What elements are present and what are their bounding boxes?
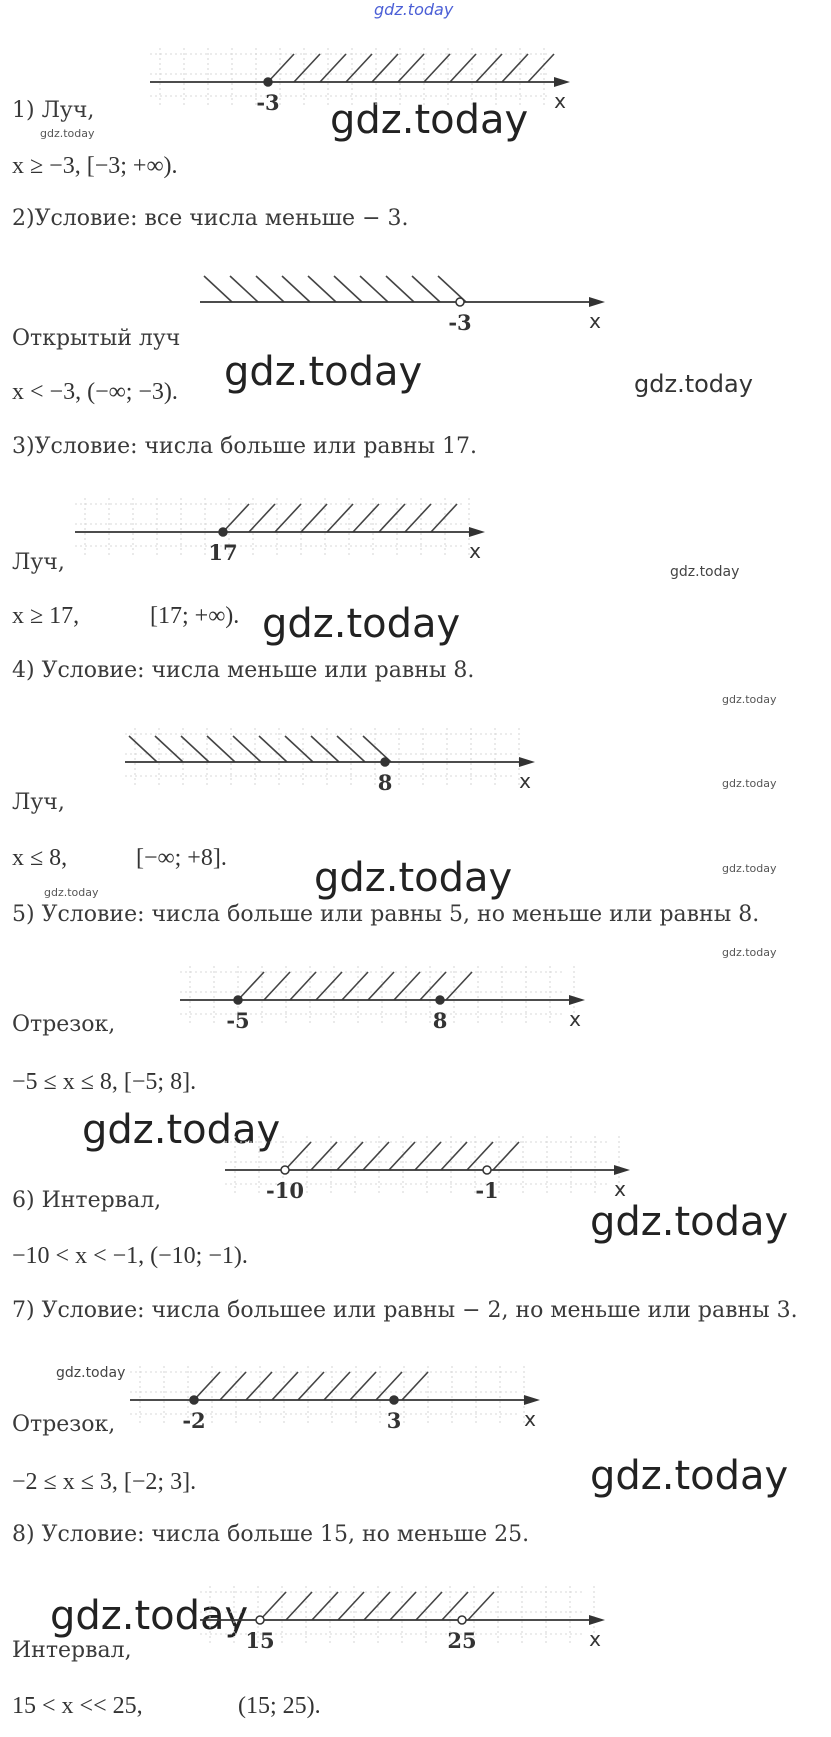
hatch-line	[316, 972, 342, 1000]
hatch-line	[272, 1372, 298, 1400]
hatch-line	[290, 972, 316, 1000]
item-8-heading: 8) Условие: числа больше 15, но меньше 25.	[12, 1522, 530, 1547]
closed-point	[190, 1396, 198, 1404]
axis-arrow	[589, 297, 605, 307]
axis-variable-label: x	[519, 769, 531, 793]
tick-label: -3	[256, 90, 280, 115]
hatch-line	[311, 736, 339, 762]
hatch-line	[468, 1592, 494, 1620]
hatch-line	[246, 1372, 272, 1400]
item-4-interval: [−∞; +8].	[136, 845, 227, 871]
axis-arrow	[524, 1395, 540, 1405]
item-5-label: Отрезок,	[12, 1012, 116, 1037]
hatch-line	[353, 504, 379, 532]
closed-point	[264, 78, 272, 86]
hatch-line	[286, 1592, 312, 1620]
axis-arrow	[614, 1165, 630, 1175]
item-6-heading: 6) Интервал,	[12, 1188, 162, 1213]
watermark-large: gdz.today	[590, 1199, 789, 1245]
watermark-small: gdz.today	[722, 777, 777, 790]
tick-label: -5	[226, 1008, 250, 1033]
hatch-line	[386, 276, 414, 302]
open-point	[458, 1616, 466, 1624]
hatch-line	[334, 276, 362, 302]
open-point	[281, 1166, 289, 1174]
axis-arrow	[519, 757, 535, 767]
hatch-line	[363, 1142, 389, 1170]
open-point	[483, 1166, 491, 1174]
tick-label: -3	[448, 310, 472, 335]
number-line-3	[75, 490, 495, 568]
hatch-line	[502, 54, 528, 82]
item-2-label: Открытый луч	[12, 326, 181, 351]
axis-arrow	[589, 1615, 605, 1625]
tick-label: 3	[386, 1408, 402, 1433]
hatch-line	[346, 54, 372, 82]
item-8-math: 15 < x << 25,	[12, 1693, 143, 1719]
closed-point	[234, 996, 242, 1004]
item-1-math: x ≥ −3, [−3; +∞).	[12, 153, 178, 179]
item-5-math: −5 ≤ x ≤ 8, [−5; 8].	[12, 1069, 197, 1095]
hatch-line	[204, 276, 232, 302]
hatch-line	[431, 504, 457, 532]
item-1-heading: 1) Луч,	[12, 98, 95, 123]
hatch-line	[379, 504, 405, 532]
number-line-2	[200, 260, 610, 338]
hatch-line	[256, 276, 284, 302]
axis-variable-label: x	[589, 1627, 601, 1651]
open-point	[256, 1616, 264, 1624]
number-line-4	[125, 720, 545, 798]
hatch-line	[298, 1372, 324, 1400]
number-line-5	[180, 958, 600, 1036]
watermark-large: gdz.today	[330, 97, 529, 143]
hatch-line	[368, 972, 394, 1000]
hatch-line	[476, 54, 502, 82]
axis-arrow	[554, 77, 570, 87]
item-3-heading: 3)Условие: числа больше или равны 17.	[12, 434, 478, 459]
hatch-line	[275, 504, 301, 532]
watermark-small: gdz.today	[44, 886, 99, 899]
hatch-line	[259, 736, 287, 762]
watermark-small: gdz.today	[40, 127, 95, 140]
tick-label: -2	[182, 1408, 206, 1433]
item-5-heading: 5) Условие: числа больше или равны 5, но меньше или равны 8.	[12, 902, 760, 927]
item-3-math: x ≥ 17,	[12, 603, 80, 629]
hatch-line	[223, 504, 249, 532]
number-line-8	[200, 1582, 620, 1660]
watermark-medium: gdz.today	[634, 370, 753, 398]
hatch-line	[412, 276, 440, 302]
hatch-line	[394, 972, 420, 1000]
hatch-line	[398, 54, 424, 82]
item-7-label: Отрезок,	[12, 1412, 116, 1437]
watermark-large: gdz.today	[82, 1107, 281, 1153]
item-4-math: x ≤ 8,	[12, 845, 68, 871]
item-3-label: Луч,	[12, 550, 65, 575]
hatch-line	[129, 736, 157, 762]
hatch-line	[402, 1372, 428, 1400]
item-7-heading: 7) Условие: числа большее или равны − 2, но меньше или равны 3.	[12, 1298, 798, 1323]
hatch-line	[415, 1142, 441, 1170]
axis-variable-label: x	[614, 1177, 626, 1201]
hatch-line	[294, 54, 320, 82]
hatch-line	[350, 1372, 376, 1400]
watermark-large: gdz.today	[314, 855, 513, 901]
item-2-math: x < −3, (−∞; −3).	[12, 379, 178, 405]
hatch-line	[416, 1592, 442, 1620]
hatch-line	[285, 736, 313, 762]
hatch-line	[220, 1372, 246, 1400]
hatch-line	[338, 1592, 364, 1620]
number-line-1	[150, 40, 570, 118]
watermark-small: gdz.today	[56, 1365, 126, 1381]
watermark-small: gdz.today	[722, 946, 777, 959]
hatch-line	[301, 504, 327, 532]
hatch-line	[268, 54, 294, 82]
hatch-line	[389, 1142, 415, 1170]
tick-label: 15	[245, 1628, 275, 1653]
hatch-line	[238, 972, 264, 1000]
hatch-line	[324, 1372, 350, 1400]
hatch-line	[441, 1142, 467, 1170]
axis-variable-label: x	[554, 89, 566, 113]
hatch-line	[342, 972, 368, 1000]
axis-arrow	[569, 995, 585, 1005]
watermark-large: gdz.today	[262, 601, 461, 647]
hatch-line	[364, 1592, 390, 1620]
watermark-large: gdz.today	[224, 349, 423, 395]
axis-arrow	[469, 527, 485, 537]
number-line-7	[130, 1362, 550, 1440]
tick-label: -1	[475, 1178, 499, 1203]
item-4-heading: 4) Условие: числа меньше или равны 8.	[12, 658, 475, 683]
open-point	[456, 298, 464, 306]
item-3-interval: [17; +∞).	[150, 603, 240, 629]
item-4-label: Луч,	[12, 790, 65, 815]
hatch-line	[194, 1372, 220, 1400]
hatch-line	[230, 276, 258, 302]
hatch-line	[233, 736, 261, 762]
number-line-6	[225, 1132, 645, 1210]
tick-label: 8	[377, 770, 393, 795]
item-8-interval: (15; 25).	[238, 1693, 321, 1719]
tick-label: 25	[447, 1628, 477, 1653]
hatch-line	[424, 54, 450, 82]
watermark-small: gdz.today	[722, 693, 777, 706]
closed-point	[381, 758, 389, 766]
hatch-line	[446, 972, 472, 1000]
hatch-line	[308, 276, 336, 302]
item-7-math: −2 ≤ x ≤ 3, [−2; 3].	[12, 1469, 197, 1495]
closed-point	[219, 528, 227, 536]
axis-variable-label: x	[569, 1007, 581, 1031]
closed-point	[436, 996, 444, 1004]
item-6-math: −10 < x < −1, (−10; −1).	[12, 1243, 248, 1269]
hatch-line	[282, 276, 310, 302]
hatch-line	[320, 54, 346, 82]
watermark-large: gdz.today	[50, 1593, 249, 1639]
watermark-top: gdz.today	[374, 0, 454, 19]
watermark-small: gdz.today	[722, 862, 777, 875]
watermark-small: gdz.today	[670, 564, 740, 580]
hatch-line	[405, 504, 431, 532]
hatch-line	[337, 1142, 363, 1170]
watermark-large: gdz.today	[590, 1453, 789, 1499]
closed-point	[390, 1396, 398, 1404]
item-8-label: Интервал,	[12, 1638, 132, 1663]
axis-variable-label: x	[589, 309, 601, 333]
hatch-line	[528, 54, 554, 82]
hatch-line	[312, 1592, 338, 1620]
hatch-line	[181, 736, 209, 762]
axis-variable-label: x	[469, 539, 481, 563]
hatch-line	[311, 1142, 337, 1170]
tick-label: 17	[208, 540, 238, 565]
tick-label: 8	[432, 1008, 448, 1033]
item-2-heading: 2)Условие: все числа меньше − 3.	[12, 206, 409, 231]
axis-variable-label: x	[524, 1407, 536, 1431]
tick-label: -10	[266, 1178, 304, 1203]
hatch-line	[390, 1592, 416, 1620]
hatch-line	[360, 276, 388, 302]
hatch-line	[493, 1142, 519, 1170]
